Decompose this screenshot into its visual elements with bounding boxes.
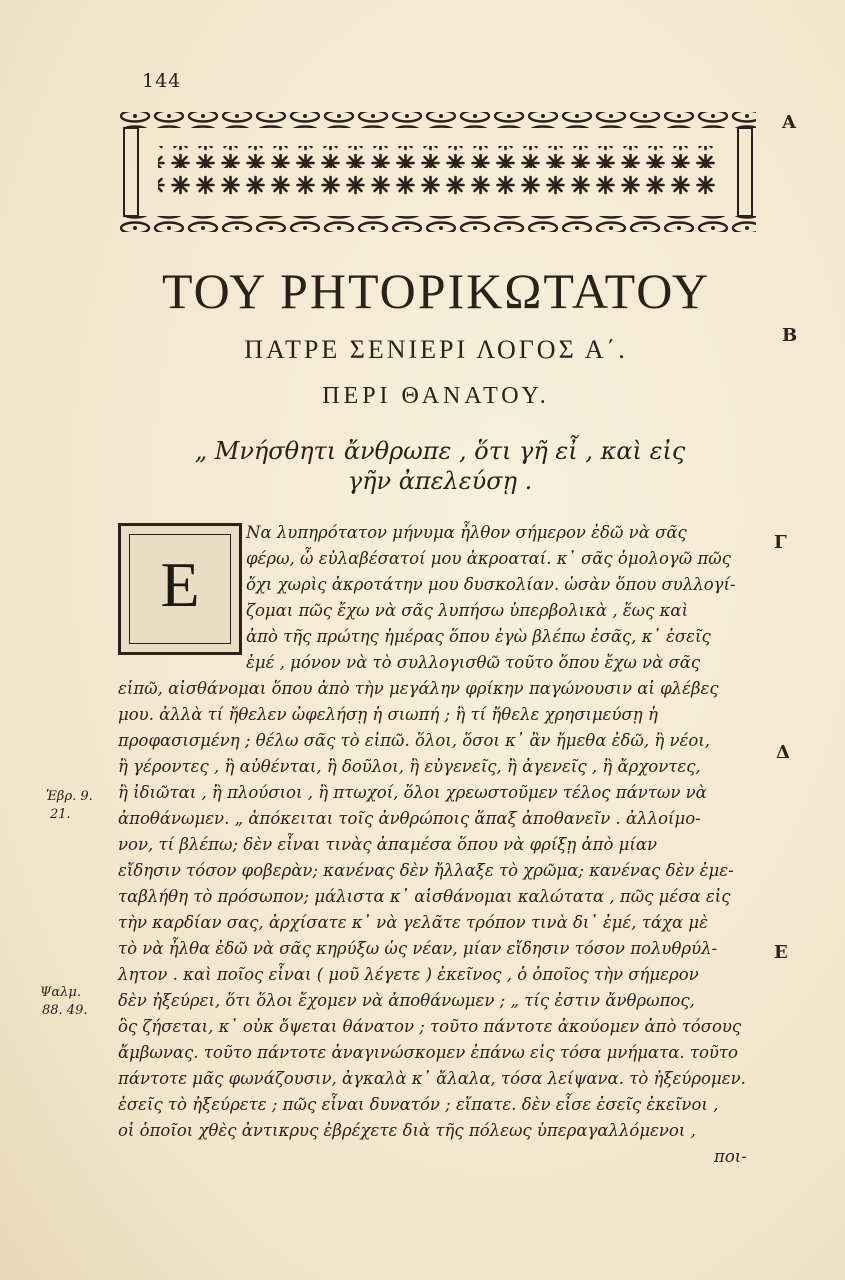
body-line: τὸ νὰ ἦλθα ἐδῶ νὰ σᾶς κηρύξω ὡς νέαν, μίαν εἴδησιν τόσον πολυθρύλ- bbox=[118, 939, 718, 958]
margin-letter-c: Γ bbox=[774, 532, 787, 553]
ornament-header bbox=[118, 108, 758, 240]
body-line: προφασισμένη ; θέλω σᾶς τὸ εἰπῶ. ὅλοι, ὅσοι κ᾽ ἂν ἤμεθα ἐδῶ, ἢ νέοι, bbox=[118, 731, 711, 750]
body-line: μου. ἀλλὰ τί ἤθελεν ὠφελήσῃ ἡ σιωπή ; ἢ τί ἤθελε χρησιμεύσῃ ἡ bbox=[118, 705, 658, 724]
body-line: νον, τί βλέπω; δὲν εἶναι τινὰς ἀπαμέσα ὅπου νὰ φρίξῃ ἀπὸ μίαν bbox=[118, 835, 658, 854]
body-line: ἢ γέροντες , ἢ αὐθένται, ἢ δοῦλοι, ἢ εὐγενεῖς, ἢ ἀγενεῖς , ἢ ἄρχοντες, bbox=[118, 757, 701, 776]
body-line: εἰπῶ, αἰσθάνομαι ὅπου ἀπὸ τὴν μεγάλην φρίκην παγώνουσιν αἱ φλέβες bbox=[118, 679, 719, 698]
body-line: ὃς ζήσεται, κ᾽ οὐκ ὄψεται θάνατον ; τοῦτο πάντοτε ἀκούομεν ἀπὸ τόσους bbox=[118, 1017, 742, 1036]
margin-letter-d: Δ bbox=[776, 742, 790, 763]
body-line: ταβλήθη τὸ πρόσωπον; μάλιστα κ᾽ αἰσθάνομαι καλώτατα , πῶς μέσα εἰς bbox=[118, 887, 731, 906]
body-line: ὄχι χωρὶς ἀκροτάτην μου δυσκολίαν. ὡσὰν ὅπου συλλογί- bbox=[246, 575, 736, 594]
body-line: ἐμέ , μόνον νὰ τὸ συλλογισθῶ τοῦτο ὅπου ἔχω νὰ σᾶς bbox=[246, 653, 701, 672]
body-line: ζομαι πῶς ἔχω νὰ σᾶς λυπήσω ὑπερβολικὰ , ἕως καὶ bbox=[246, 601, 689, 620]
body-line: ἢ ἰδιῶται , ἢ πλούσιοι , ἢ πτωχοί, ὅλοι χρεωστοῦμεν τέλος πάντων νὰ bbox=[118, 783, 707, 802]
page-number: 144 bbox=[142, 70, 182, 92]
initial-letter: E bbox=[160, 549, 200, 620]
title-main: ΤΟΥ ΡΗΤΟΡΙΚΩΤΑΤΟΥ bbox=[162, 263, 710, 319]
side-note: 88. 49. bbox=[42, 1003, 88, 1018]
epigraph bbox=[130, 436, 750, 496]
body-line: ἐσεῖς τὸ ἠξεύρετε ; πῶς εἶναι δυνατόν ; εἴπατε. δὲν εἶσε ἐσεῖς ἐκεῖνοι , bbox=[118, 1095, 719, 1114]
body-line: οἱ ὁποῖοι χθὲς ἀντικρυς ἐβρέχετε διὰ τῆς πόλεως ὑπεραγαλλόμενοι , bbox=[118, 1121, 696, 1140]
catchword: ποι- bbox=[714, 1147, 747, 1166]
side-note: Ἑβρ. 9. bbox=[46, 789, 93, 804]
body-line: ἄμβωνας. τοῦτο πάντοτε ἀναγινώσκομεν ἐπάνω εἰς τόσα μνήματα. τοῦτο bbox=[118, 1043, 738, 1062]
body-line: ἀπὸ τῆς πρώτης ἡμέρας ὅπου ἐγὼ βλέπω ἐσᾶς, κ᾽ ἐσεῖς bbox=[246, 627, 711, 646]
body-line: δὲν ἠξεύρει, ὅτι ὅλοι ἔχομεν νὰ ἀποθάνωμεν ; „ τίς ἐστιν ἄνθρωπος, bbox=[118, 991, 695, 1010]
body-line: λητον . καὶ ποῖος εἶναι ( μοῦ λέγετε ) ἐκεῖνος , ὁ ὁποῖος τὴν σήμερον bbox=[118, 965, 699, 984]
side-note: 21. bbox=[50, 807, 71, 822]
body-line: εἴδησιν τόσον φοβερὰν; κανένας δὲν ἤλλαξε τὸ χρῶμα; κανένας δὲν ἐμε- bbox=[118, 861, 734, 880]
epigraph-line: γῆν ἀπελεύσῃ . bbox=[347, 467, 533, 495]
body-line: ἀποθάνωμεν. „ ἀπόκειται τοῖς ἀνθρώποις ἅπαξ ἀποθανεῖν . ἀλλοίμο- bbox=[118, 809, 701, 828]
body-line: τὴν καρδίαν σας, ἀρχίσατε κ᾽ νὰ γελᾶτε τρόπον τινὰ δι᾽ ἐμέ, τάχα μὲ bbox=[118, 913, 709, 932]
side-note: Ψαλμ. bbox=[40, 985, 81, 1000]
epigraph-line: „ Μνήσθητι ἄνθρωπε , ὅτι γῆ εἶ , καὶ εἰς bbox=[194, 437, 686, 465]
body-line: πάντοτε μᾶς φωνάζουσιν, ἀγκαλὰ κ᾽ ἄλαλα, τόσα λείψανα. τὸ ἠξεύρομεν. bbox=[118, 1069, 746, 1088]
margin-letter-b: B bbox=[782, 325, 798, 346]
initial-capital bbox=[118, 523, 242, 655]
margin-letter-a: A bbox=[782, 112, 796, 133]
body-line: Να λυπηρότατον μήνυμα ἦλθον σήμερον ἐδῶ νὰ σᾶς bbox=[246, 523, 687, 542]
body-line: φέρω, ὦ εὐλαβέσατοί μου ἀκροαταί. κ᾽ σᾶς ὁμολογῶ πῶς bbox=[246, 549, 732, 568]
title-subject: ΠΕΡΙ ΘΑΝΑΤΟΥ. bbox=[322, 383, 550, 409]
margin-letter-e: E bbox=[774, 942, 788, 963]
title-sub: ΠΑΤΡΕ ΣΕΝΙΕΡΙ ΛΟΓΟΣ Α΄. bbox=[244, 335, 628, 364]
